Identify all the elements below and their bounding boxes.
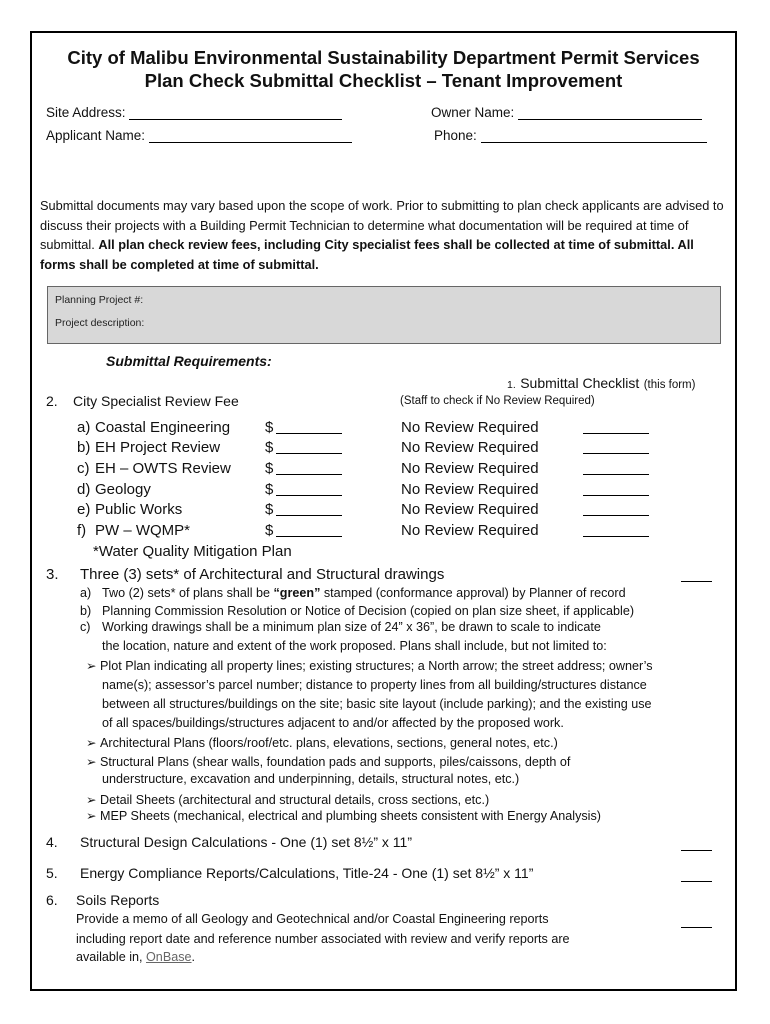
item-3a-letter: a) (80, 586, 92, 600)
no-review-required-label: No Review Required (401, 439, 539, 456)
phone-row (434, 128, 707, 143)
owner-name-field[interactable] (518, 105, 702, 120)
site-address-label: Site Address: (46, 105, 126, 120)
fee-amount-field[interactable] (276, 515, 342, 516)
title-line-2: Plan Check Submittal Checklist – Tenant Improvement (144, 70, 623, 91)
detail-text: Detail Sheets (architectural and structural details, cross sections, etc.) (100, 793, 490, 807)
item-3a-pre: Two (2) sets* of plans shall be (102, 586, 274, 600)
item-6-line-1: Provide a memo of all Geology and Geotechnical and/or Coastal Engineering reports (76, 912, 549, 926)
item-4-num: 4. (46, 834, 58, 850)
site-address-row (46, 105, 342, 120)
owner-name-row (431, 105, 702, 120)
staff-note: (Staff to check if No Review Required) (400, 395, 595, 407)
no-review-required-label: No Review Required (401, 460, 539, 477)
fee-amount-field[interactable] (276, 433, 342, 434)
intro-text: Submittal documents may vary based upon the scope of work. Prior to submitting to plan check applicants are advised to discuss their projects with a Building Permit Technician to determine what documentation will be required at time of submittal. (40, 198, 724, 252)
item-3c-text-2: the location, nature and extent of the work proposed. Plans shall include, but not limited to: (102, 639, 607, 653)
project-description-label[interactable]: Project description: (55, 317, 145, 329)
owner-name-label: Owner Name: (431, 105, 515, 120)
phone-label: Phone: (434, 128, 477, 143)
arch-bullet (86, 735, 558, 750)
applicant-name-label: Applicant Name: (46, 128, 146, 143)
item-3a-post: stamped (conformance approval) by Planner of record (320, 586, 626, 600)
mep-text: MEP Sheets (mechanical, electrical and plumbing sheets consistent with Energy Analysis) (100, 809, 601, 823)
fee-name: EH Project Review (95, 439, 221, 456)
item-4-check[interactable] (681, 850, 712, 851)
fee-letter: d) (77, 481, 91, 498)
fee-dollar-sign: $ (265, 501, 274, 518)
plot-line-4: of all spaces/buildings/structures adjacent to and/or affected by the proposed work. (102, 716, 564, 730)
site-address-field[interactable] (129, 105, 342, 120)
onbase-link[interactable]: OnBase (146, 950, 192, 964)
item-3-label: Three (3) sets* of Architectural and Structural drawings (80, 566, 445, 583)
fee-name: Public Works (95, 501, 183, 518)
fee-letter: e) (77, 501, 91, 518)
intro-bold-text: All plan check review fees, including City specialist fees shall be collected at time of submittal. All forms shall be completed at time of submittal. (40, 237, 694, 272)
fee-letter: a) (77, 419, 91, 436)
no-review-check-field[interactable] (583, 433, 649, 434)
plot-line-1: Plot Plan indicating all property lines; existing structures; a North arrow; the street address; owner’s (100, 659, 653, 673)
wqmp-footnote: *Water Quality Mitigation Plan (93, 543, 292, 560)
fee-letter: c) (77, 460, 90, 477)
fee-amount-field[interactable] (276, 453, 342, 454)
item-3c-text-1: Working drawings shall be a minimum plan size of 24” x 36”, be drawn to scale to indicate (102, 620, 601, 634)
requirements-heading: Submittal Requirements: (106, 353, 272, 369)
fee-dollar-sign: $ (265, 419, 274, 436)
fee-name: Coastal Engineering (95, 419, 231, 436)
arch-text: Architectural Plans (floors/roof/etc. plans, elevations, sections, general notes, etc.) (100, 736, 558, 750)
fee-name: Geology (95, 481, 151, 498)
arrow-bullet-icon: ➢ (86, 793, 97, 807)
item-3b (80, 604, 634, 618)
item-5-num: 5. (46, 865, 58, 881)
fee-dollar-sign: $ (265, 481, 274, 498)
form-page (30, 31, 737, 991)
arrow-bullet-icon: ➢ (86, 736, 97, 750)
fee-dollar-sign: $ (265, 439, 274, 456)
no-review-required-label: No Review Required (401, 501, 539, 518)
no-review-check-field[interactable] (583, 536, 649, 537)
item-3b-text: Planning Commission Resolution or Notice of Decision (copied on plan size sheet, if applicable) (102, 604, 635, 618)
title-line-1: City of Malibu Environmental Sustainability Department Permit Services (67, 47, 700, 68)
applicant-name-field[interactable] (149, 128, 352, 143)
fee-dollar-sign: $ (265, 460, 274, 477)
fee-name: EH – OWTS Review (95, 460, 231, 477)
planning-project-label[interactable]: Planning Project #: (55, 294, 144, 306)
item-1-suffix: (this form) (643, 379, 696, 391)
item-5-label: Energy Compliance Reports/Calculations, Title-24 - One (1) set 8½” x 11” (80, 865, 534, 881)
arrow-bullet-icon: ➢ (86, 659, 97, 673)
fee-letter: f) (77, 522, 87, 539)
no-review-required-label: No Review Required (401, 481, 539, 498)
fee-dollar-sign: $ (265, 522, 274, 539)
item-6-line-2: including report date and reference number associated with review and verify reports are (76, 932, 570, 946)
no-review-check-field[interactable] (583, 515, 649, 516)
struct-line-2: understructure, excavation and underpinning, details, structural notes, etc.) (102, 772, 520, 786)
fee-amount-field[interactable] (276, 536, 342, 537)
plot-line-3: between all structures/buildings on the site; basic site layout (include parking); and the existing use (102, 697, 652, 711)
fee-amount-field[interactable] (276, 495, 342, 496)
item-6-label: Soils Reports (76, 892, 160, 908)
fee-amount-field[interactable] (276, 474, 342, 475)
arrow-bullet-icon: ➢ (86, 755, 97, 769)
item-3-check[interactable] (681, 581, 712, 582)
item-1-num: 1. (507, 379, 516, 391)
item-3a (80, 586, 626, 600)
detail-bullet (86, 792, 489, 807)
plot-plan-bullet (86, 658, 653, 673)
no-review-check-field[interactable] (583, 453, 649, 454)
item-4-label: Structural Design Calculations - One (1) set 8½” x 11” (80, 834, 412, 850)
phone-field[interactable] (481, 128, 707, 143)
project-box (47, 286, 721, 344)
item-6-line-3 (76, 950, 195, 964)
item-6-num: 6. (46, 892, 58, 908)
struct-bullet (86, 754, 570, 769)
item-1 (507, 375, 695, 393)
arrow-bullet-icon: ➢ (86, 809, 97, 823)
item-6-line-3-post: . (191, 950, 196, 964)
struct-line-1: Structural Plans (shear walls, foundation pads and supports, piles/caissons, depth of (100, 755, 571, 769)
fee-name: PW – WQMP* (95, 522, 191, 539)
mep-bullet (86, 808, 601, 823)
item-2-label: City Specialist Review Fee (73, 393, 239, 409)
item-3c-letter: c) (80, 620, 91, 634)
item-6-line-3-pre: available in, (76, 950, 147, 964)
no-review-required-label: No Review Required (401, 419, 539, 436)
item-3a-bold: “green” (273, 586, 321, 600)
item-3-num: 3. (46, 566, 59, 583)
item-1-label: Submittal Checklist (520, 375, 640, 391)
plot-line-2: name(s); assessor’s parcel number; distance to property lines from all building/structures distance (102, 678, 647, 692)
item-3b-letter: b) (80, 604, 92, 618)
fee-letter: b) (77, 439, 91, 456)
no-review-required-label: No Review Required (401, 522, 539, 539)
intro-paragraph (40, 196, 730, 274)
item-2-num: 2. (46, 393, 58, 409)
item-5-check[interactable] (681, 881, 712, 882)
no-review-check-field[interactable] (583, 495, 649, 496)
applicant-name-row (46, 128, 352, 143)
item-3c (80, 620, 601, 634)
item-6-check[interactable] (681, 927, 712, 928)
no-review-check-field[interactable] (583, 474, 649, 475)
